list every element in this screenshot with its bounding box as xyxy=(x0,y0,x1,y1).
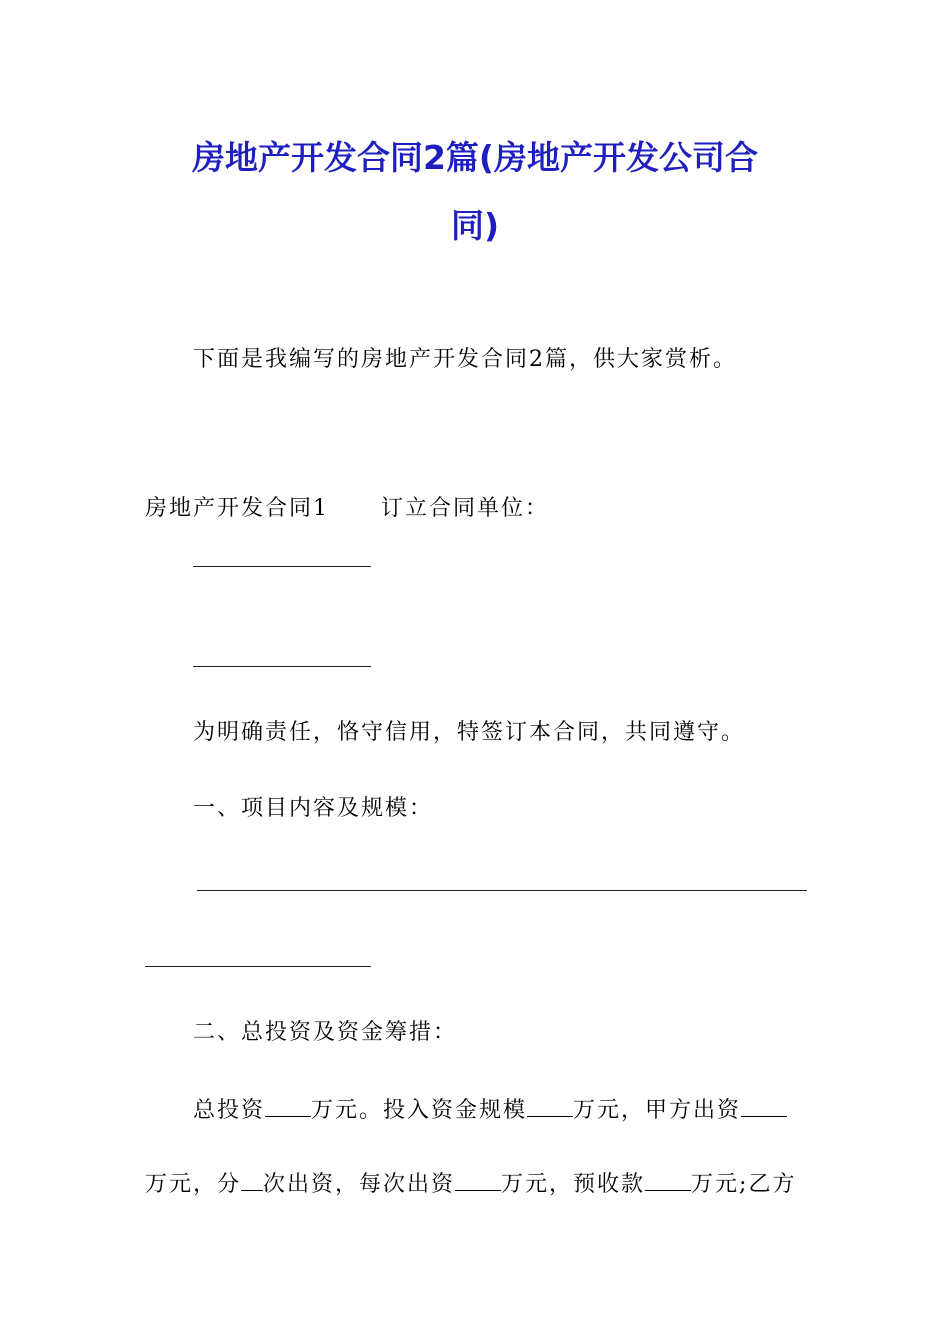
investment-text-3: 万元，甲方出资 xyxy=(573,1098,742,1123)
document-title-line-2: 同) xyxy=(450,206,500,245)
intro-paragraph: 下面是我编写的房地产开发合同2篇，供大家赏析。 xyxy=(193,347,737,372)
investment-text-1: 总投资 xyxy=(193,1098,266,1123)
purpose-paragraph: 为明确责任，恪守信用，特签订本合同，共同遵守。 xyxy=(193,720,746,745)
total-investment-blank xyxy=(265,1094,311,1117)
project-content-blank-line-2 xyxy=(145,966,371,967)
party-a-contribution-blank xyxy=(741,1094,787,1117)
parties-label: 订立合同单位： xyxy=(381,496,550,521)
party-b-blank-line xyxy=(193,666,371,667)
investment-line-1 xyxy=(193,1094,787,1126)
project-content-blank-line xyxy=(197,890,807,891)
investment-text-5: 次出资，每次出资 xyxy=(263,1172,456,1197)
investment-text-7: 万元;乙方 xyxy=(691,1172,797,1197)
prepayment-blank xyxy=(645,1168,691,1191)
section-1-heading: 一、项目内容及规模： xyxy=(193,796,434,821)
investment-text-2: 万元。投入资金规模 xyxy=(311,1098,528,1123)
party-a-blank-line xyxy=(193,566,371,567)
contract-heading-line xyxy=(145,494,549,524)
document-title-line-1: 房地产开发合同2篇(房地产开发公司合 xyxy=(191,138,759,177)
section-2-heading: 二、总投资及资金筹措： xyxy=(193,1020,458,1045)
investment-text-4: 万元，分 xyxy=(145,1172,242,1197)
installments-blank xyxy=(241,1168,263,1191)
investment-line-2 xyxy=(145,1168,796,1200)
investment-text-6: 万元，预收款 xyxy=(501,1172,646,1197)
per-installment-blank xyxy=(455,1168,501,1191)
capital-scale-blank xyxy=(527,1094,573,1117)
contract-heading: 房地产开发合同1 xyxy=(145,496,329,521)
